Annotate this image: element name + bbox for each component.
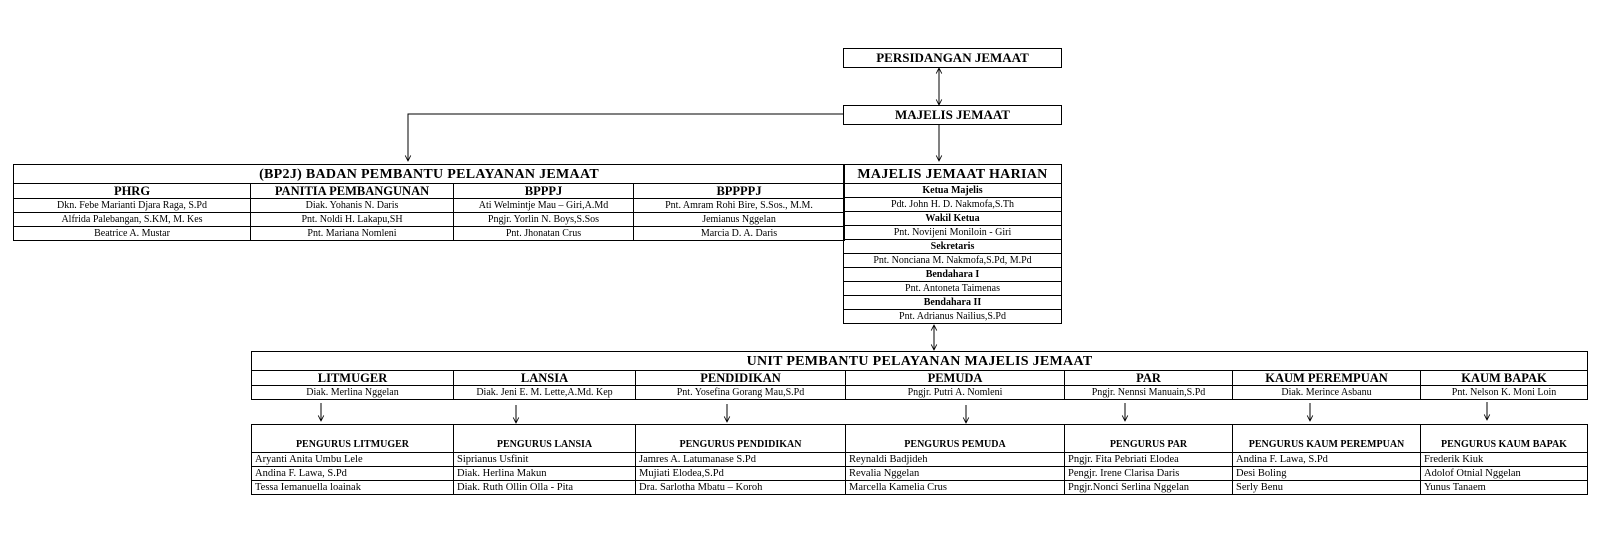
pengurus-cell: Pngjr.Nonci Serlina Nggelan [1065,481,1233,495]
bp2j-title: (BP2J) BADAN PEMBANTU PELAYANAN JEMAAT [14,165,845,184]
unit-col-litmuger: LITMUGER [252,371,454,386]
bp2j-row [14,213,845,227]
persidangan-jemaat-label: PERSIDANGAN JEMAAT [876,50,1029,65]
majelis-harian-table [843,164,1062,324]
unit-col-lansia: LANSIA [454,371,636,386]
bp2j-row [14,199,845,213]
member-cell: Pnt. Noldi H. Lakapu,SH [251,213,454,227]
member-cell: Marcia D. A. Daris [634,227,845,241]
pengurus-header-row [252,425,1588,453]
pengurus-row [252,481,1588,495]
pengurus-cell: Diak. Herlina Makun [454,467,636,481]
leader-cell: Diak. Jeni E. M. Lette,A.Md. Kep [454,386,636,400]
bp2j-col-bpppj: BPPPJ [454,184,634,199]
role-label: Sekretaris [844,240,1062,254]
arrow-majelis-bp2j [408,114,843,161]
leader-cell: Pngjr. Putri A. Nomleni [846,386,1065,400]
unit-table [251,351,1588,495]
pengurus-cell: Mujiati Elodea,S.Pd [636,467,846,481]
role-holder: Pdt. John H. D. Nakmofa,S.Th [844,198,1062,212]
pengurus-cell: Dra. Sarlotha Mbatu – Koroh [636,481,846,495]
majelis-jemaat-box [843,105,1062,125]
bp2j-col-phrg: PHRG [14,184,251,199]
pengurus-cell: Yunus Tanaem [1421,481,1588,495]
bp2j-table [13,164,845,241]
pengurus-cell: Adolof Otnial Nggelan [1421,467,1588,481]
member-cell: Alfrida Palebangan, S.KM, M. Kes [14,213,251,227]
pengurus-title: PENGURUS PENDIDIKAN [636,425,846,453]
role-label: Ketua Majelis [844,184,1062,198]
pengurus-row [252,453,1588,467]
role-label: Wakil Ketua [844,212,1062,226]
unit-col-kaum-perempuan: KAUM PEREMPUAN [1233,371,1421,386]
leader-cell: Diak. Merince Asbanu [1233,386,1421,400]
pengurus-cell: Marcella Kamelia Crus [846,481,1065,495]
pengurus-cell: Revalia Nggelan [846,467,1065,481]
member-cell: Diak. Yohanis N. Daris [251,199,454,213]
bp2j-row [14,227,845,241]
role-holder: Pnt. Novijeni Moniloin - Giri [844,226,1062,240]
member-cell: Dkn. Febe Marianti Djara Raga, S.Pd [14,199,251,213]
bp2j-col-panitia: PANITIA PEMBANGUNAN [251,184,454,199]
unit-title: UNIT PEMBANTU PELAYANAN MAJELIS JEMAAT [252,352,1588,371]
pengurus-title: PENGURUS LITMUGER [252,425,454,453]
member-cell: Pnt. Mariana Nomleni [251,227,454,241]
member-cell: Ati Welmintje Mau – Giri,A.Md [454,199,634,213]
pengurus-cell: Jamres A. Latumanase S.Pd [636,453,846,467]
pengurus-title: PENGURUS LANSIA [454,425,636,453]
role-holder: Pnt. Antoneta Taimenas [844,282,1062,296]
pengurus-title: PENGURUS PEMUDA [846,425,1065,453]
unit-col-kaum-bapak: KAUM BAPAK [1421,371,1588,386]
pengurus-title: PENGURUS KAUM BAPAK [1421,425,1588,453]
pengurus-cell: Tessa Iemanuella loainak [252,481,454,495]
pengurus-title: PENGURUS PAR [1065,425,1233,453]
majelis-jemaat-label: MAJELIS JEMAAT [895,107,1010,122]
role-holder: Pnt. Nonciana M. Nakmofa,S.Pd, M.Pd [844,254,1062,268]
member-cell: Pnt. Amram Rohi Bire, S.Sos., M.M. [634,199,845,213]
leader-cell: Diak. Merlina Nggelan [252,386,454,400]
pengurus-title: PENGURUS KAUM PEREMPUAN [1233,425,1421,453]
pengurus-cell: Serly Benu [1233,481,1421,495]
role-holder: Pnt. Adrianus Nailius,S.Pd [844,310,1062,324]
member-cell: Pnt. Jhonatan Crus [454,227,634,241]
pengurus-cell: Andina F. Lawa, S.Pd [252,467,454,481]
pengurus-cell: Siprianus Usfinit [454,453,636,467]
majelis-harian-title: MAJELIS JEMAAT HARIAN [844,165,1062,184]
pengurus-cell: Aryanti Anita Umbu Lele [252,453,454,467]
pengurus-cell: Pngjr. Fita Pebriati Elodea [1065,453,1233,467]
bp2j-col-bppppj: BPPPPJ [634,184,845,199]
member-cell: Beatrice A. Mustar [14,227,251,241]
pengurus-cell: Reynaldi Badjideh [846,453,1065,467]
unit-leader-row [252,386,1588,400]
pengurus-cell: Frederik Kiuk [1421,453,1588,467]
pengurus-cell: Diak. Ruth Ollin Olla - Pita [454,481,636,495]
persidangan-jemaat-box [843,48,1062,68]
role-label: Bendahara II [844,296,1062,310]
pengurus-cell: Desi Boling [1233,467,1421,481]
role-label: Bendahara I [844,268,1062,282]
unit-col-par: PAR [1065,371,1233,386]
leader-cell: Pngjr. Nennsi Manuain,S.Pd [1065,386,1233,400]
pengurus-row [252,467,1588,481]
member-cell: Jemianus Nggelan [634,213,845,227]
pengurus-cell: Pengjr. Irene Clarisa Daris [1065,467,1233,481]
unit-col-pemuda: PEMUDA [846,371,1065,386]
leader-cell: Pnt. Nelson K. Moni Loin [1421,386,1588,400]
unit-col-pendidikan: PENDIDIKAN [636,371,846,386]
member-cell: Pngjr. Yorlin N. Boys,S.Sos [454,213,634,227]
pengurus-cell: Andina F. Lawa, S.Pd [1233,453,1421,467]
leader-cell: Pnt. Yosefina Gorang Mau,S.Pd [636,386,846,400]
